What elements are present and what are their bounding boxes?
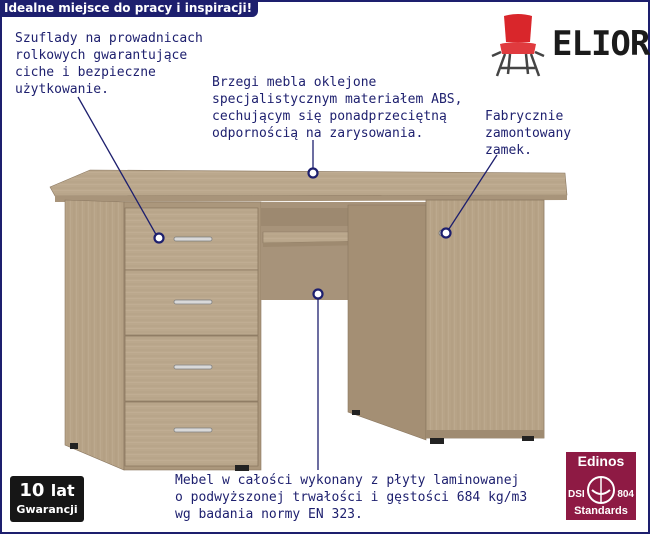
standards-right-code: 804: [617, 489, 634, 500]
callout-marker: [442, 229, 451, 238]
brand-logo-text: ELIOR: [552, 24, 650, 64]
standards-brand: Edinos: [577, 453, 625, 469]
warranty-badge: [10, 476, 84, 522]
drawer-handle-icon: [174, 428, 212, 432]
callout-marker: [155, 234, 164, 243]
standards-badge: [566, 452, 636, 520]
drawer-handle-icon: [174, 237, 212, 241]
drawer-4: [125, 402, 258, 466]
standards-left-code: DSI: [568, 489, 585, 500]
drawer-handle-icon: [174, 300, 212, 304]
callout-material: Mebel w całości wykonany z płyty laminowanej o podwyższonej trwałości i gęstości 684 kg/m3 wg badania normy EN 323.: [175, 473, 528, 522]
warranty-label: Gwarancji: [16, 503, 78, 516]
page-title: Idealne miejsce do pracy i inspiracji!: [0, 0, 258, 17]
warranty-years: 10: [19, 480, 45, 501]
warranty-unit: lat: [50, 481, 75, 500]
callout-drawers: Szuflady na prowadnicach rolkowych gwarantujące ciche i bezpieczne użytkowanie.: [15, 31, 203, 97]
callout-edges: Brzegi mebla oklejone specjalistycznym materiałem ABS, cechującym się ponadprzeciętną odpornością na zarysowania.: [212, 75, 463, 141]
drawer-handle-icon: [174, 365, 212, 369]
callout-marker: [314, 290, 323, 299]
callout-lock: Fabrycznie zamontowany zamek.: [485, 109, 572, 158]
callout-marker: [309, 169, 318, 178]
left-side-panel: [65, 200, 124, 470]
standards-label: Standards: [574, 505, 628, 517]
